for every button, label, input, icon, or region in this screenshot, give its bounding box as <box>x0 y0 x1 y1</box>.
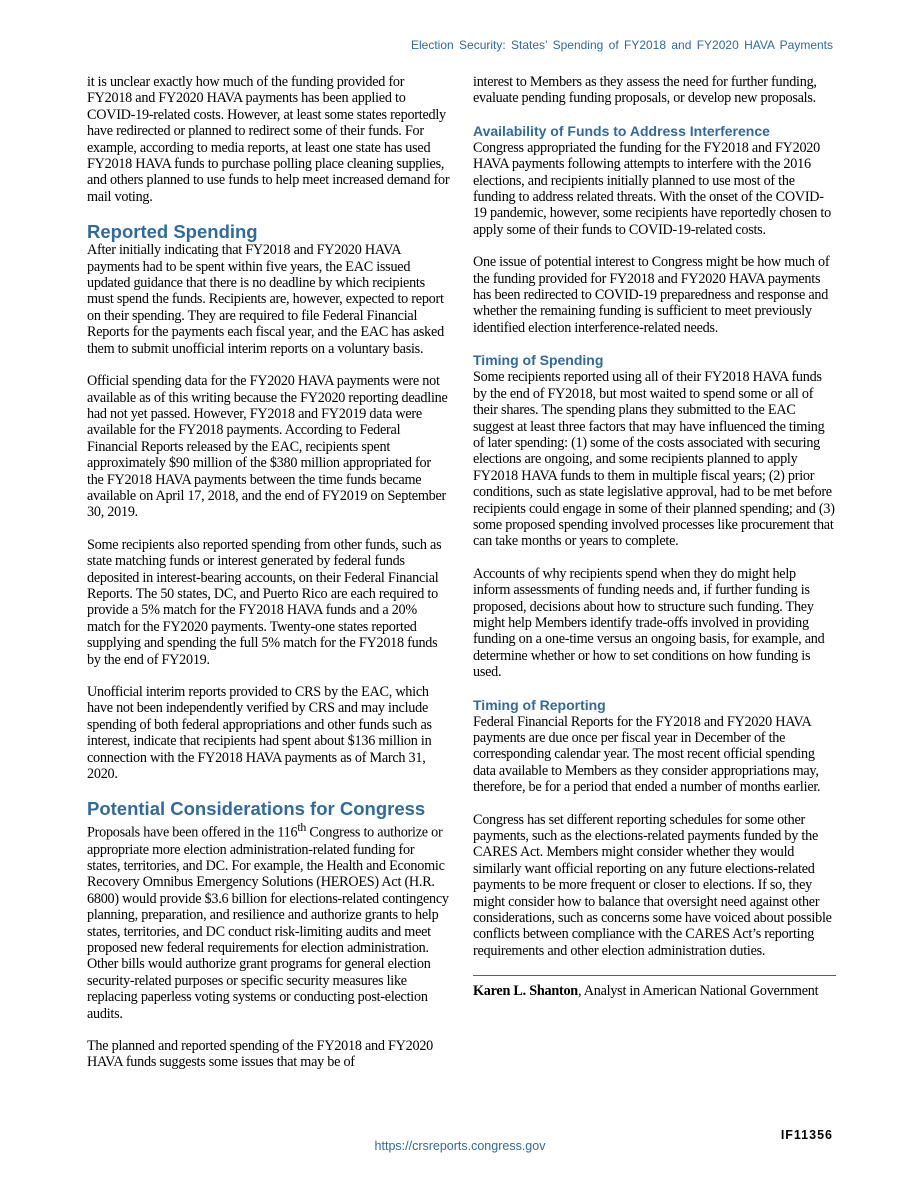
timing-reporting-paragraph-2: Congress has set different reporting schedules for some other payments, such as the elections-related payments funded by the CARES Act. Members might consider whether they would similarly want official reporting on any future elections-related payments to be more frequent or closer to elections. If so, they might consider how to balance that oversight need against other considerations, such as concerns some have voiced about possible conflicts between compliance with the CARES Act’s reporting requirements and other election administration duties. <box>473 811 832 959</box>
author-name: Karen L. Shanton <box>473 983 578 1000</box>
author-divider <box>473 975 836 976</box>
timing-spending-heading: Timing of Spending <box>473 352 604 369</box>
availability-paragraph-1: Congress appropriated the funding for the FY2018 and FY2020 HAVA payments following attempts to interfere with the 2016 elections, and recipients initially planned to use most of the funding to address related threats. With the onset of the COVID-19 pandemic, however, some recipients have reportedly chosen to apply some of their funds to COVID-19-related costs. <box>473 139 831 238</box>
left-column <box>87 74 450 1087</box>
potential-paragraph-2: The planned and reported spending of the FY2018 and FY2020 HAVA funds suggests some issues that may be of <box>87 1038 434 1071</box>
document-id: IF11356 <box>780 1128 833 1142</box>
reported-paragraph-4: Unofficial interim reports provided to CRS by the EAC, which have not been independently verified by CRS and may include spending of both federal appropriations and other funds such as interest, indicate that recipients had spent about $136 million in connection with the FY2018 HAVA payments as of March 31, 2020. <box>87 684 432 783</box>
potential-paragraph-1 <box>87 819 450 1022</box>
availability-paragraph-2: One issue of potential interest to Congress might be how much of the funding provided for FY2018 and FY2020 HAVA payments has been redirected to COVID-19 preparedness and response and whether the remaining funding is sufficient to meet previously identified election interference-related needs. <box>473 254 830 336</box>
author-title: , Analyst in American National Government <box>577 983 819 1000</box>
timing-spending-paragraph-2: Accounts of why recipients spend when they do might help inform assessments of funding needs and, if further funding is proposed, decisions about how to structure such funding. They might help Members identify trade-offs involved in providing funding on a one-time versus an ongoing basis, for example, and determine whether or how to set conditions on how funding is used. <box>473 565 825 681</box>
reported-paragraph-3: Some recipients also reported spending from other funds, such as state matching funds or interest generated by federal funds deposited in interest-bearing accounts, on their Federal Financial Reports. The 50 states, DC, and Puerto Rico are each required to provide a 5% match for the FY2018 HAVA funds and a 20% match for the FY2020 payments. Twenty-one states reported supplying and spending the full 5% match for the FY2018 funds by the end of FY2019. <box>87 536 442 668</box>
author-block <box>473 983 836 999</box>
timing-reporting-heading: Timing of Reporting <box>473 696 606 713</box>
ordinal-superscript: th <box>297 820 307 835</box>
reported-paragraph-2: Official spending data for the FY2020 HAVA payments were not available as of this writing because the FY2020 reporting deadline had not yet passed. However, FY2018 and FY2019 data were available for the FY2018 payments. According to Federal Financial Reports released by the EAC, recipients spent approximately $90 million of the $380 million appropriated for the FY2018 HAVA payments between the time funds became available on April 17, 2018, and the end of FY2019 on September 30, 2019. <box>87 373 448 521</box>
footer-url-link[interactable]: https://crsreports.congress.gov <box>374 1139 546 1153</box>
reported-paragraph-1: After initially indicating that FY2018 and FY2020 HAVA payments had to be spent within five years, the EAC issued updated guidance that there is no deadline by which recipients must spend the funds. Recipients are, however, expected to report on their spending. They are required to file Federal Financial Reports for the payments each fiscal year, and the EAC has asked them to submit unofficial interim reports on a voluntary basis. <box>87 242 444 357</box>
reported-spending-heading: Reported Spending <box>87 221 258 243</box>
potential-considerations-heading: Potential Considerations for Congress <box>87 798 426 820</box>
potential-p1-pre: Proposals have been offered in the 116 <box>87 825 298 842</box>
right-column <box>473 74 836 1016</box>
availability-heading: Availability of Funds to Address Interference <box>473 122 770 139</box>
timing-spending-paragraph-1: Some recipients reported using all of their FY2018 HAVA funds by the end of FY2018, but most waited to spend some or all of their shares. The spending plans they submitted to the EAC suggest at least three factors that may have influenced the timing of later spending: (1) some of the costs associated with securing elections are ongoing, and some recipients planned to apply FY2018 HAVA funds to them in multiple fiscal years; (2) prior conditions, such as state legislative approval, had to be met before recipients could engage in some of their planned spending; and (3) some proposed spending involved processes like procurement that can take months or years to complete. <box>473 369 835 550</box>
timing-reporting-paragraph-1: Federal Financial Reports for the FY2018 and FY2020 HAVA payments are due once per fiscal year in December of the corresponding calendar year. The most recent official spending data available to Members as they consider appropriations may, therefore, be for a period that ended a number of months earlier. <box>473 713 821 796</box>
potential-p1-post: Congress to authorize or appropriate more election administration-related funding for states, territories, and DC. For example, the Health and Economic Recovery Omnibus Emergency Solutions (HEROES) Act (H.R. 6800) would provide $3.6 billion for elections-related contingency planning, preparation, and resilience and authorize grants to help states, territories, and DC conduct risk-limiting audits and meet proposed new federal requirements for election administration. Other bills would authorize grant programs for general election security-related purposes or specific security measures like replacing paperless voting systems or conducting post-election audits. <box>87 825 449 1022</box>
continued-paragraph: interest to Members as they assess the need for further funding, evaluate pending funding proposals, or develop new proposals. <box>473 74 817 107</box>
intro-paragraph: it is unclear exactly how much of the funding provided for FY2018 and FY2020 HAVA payments has been applied to COVID-19-related costs. However, at least some states reportedly have redirected or planned to redirect some of their funds. For example, according to media reports, at least one state has used FY2018 HAVA funds to purchase polling place cleaning supplies, and others planned to use funds to help meet increased demand for mail voting. <box>87 74 450 205</box>
running-header: Election Security: States’ Spending of FY2018 and FY2020 HAVA Payments <box>410 38 833 52</box>
